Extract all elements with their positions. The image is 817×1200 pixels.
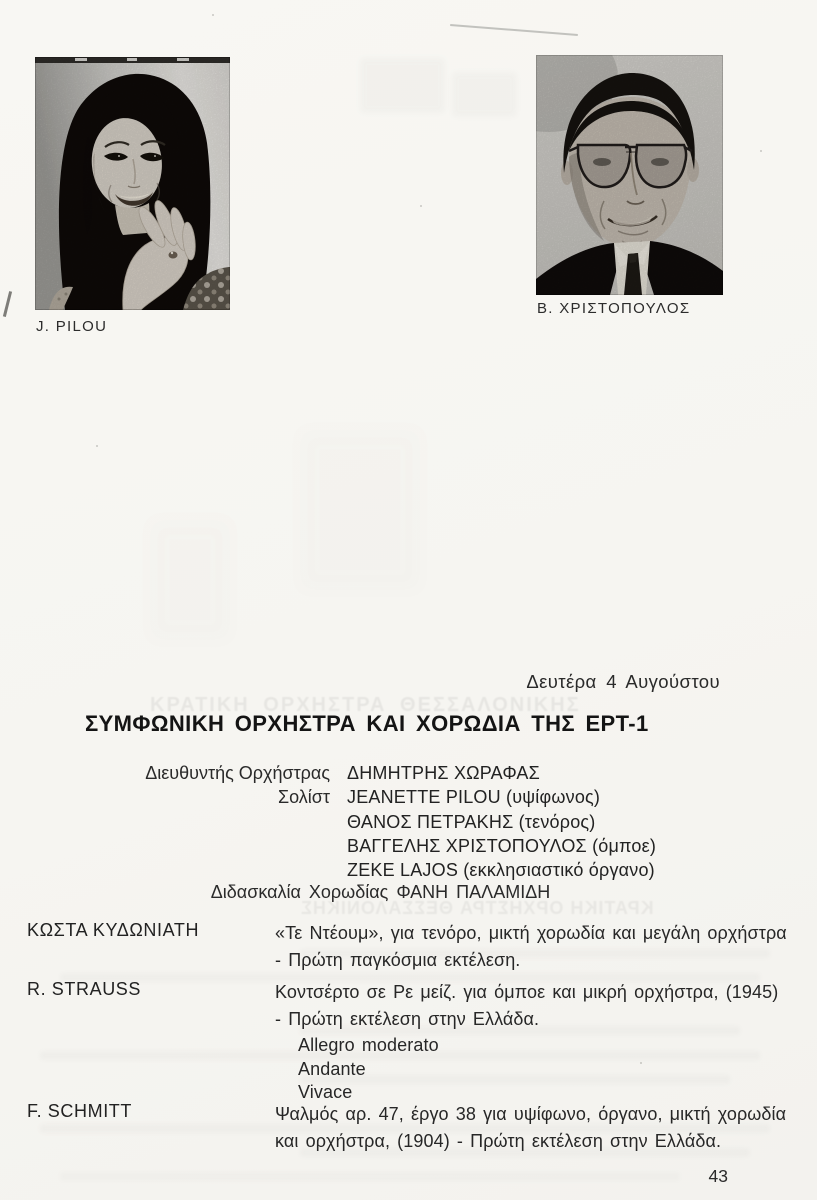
- program-description-text: Κοντσέρτο σε Ρε μείζ. για όμποε και μικρή ορχήστρα, (1945) - Πρώτη εκτέλεση στην Ελλάδα.: [275, 982, 779, 1029]
- credit-row: [0, 785, 817, 809]
- portrait-man-glasses-illustration: [536, 55, 723, 295]
- credit-value: ZEKE LAJOS (εκκλησιαστικό όργανο): [347, 860, 655, 881]
- photo-christopoulos: [536, 55, 723, 295]
- credit-label: Σολίστ: [277, 787, 330, 808]
- movement-list: [275, 1034, 790, 1105]
- program-composer: R. STRAUSS: [27, 979, 142, 999]
- bleedthrough-line: [60, 1172, 680, 1181]
- credit-value: ΒΑΓΓΕΛΗΣ ΧΡΙΣΤΟΠΟΥΛΟΣ (όμποε): [347, 835, 657, 856]
- scan-mark-artifact: [3, 291, 12, 317]
- credit-row: [0, 761, 817, 785]
- program-composer: ΚΩΣΤΑ ΚΥΔΩΝΙΑΤΗ: [27, 920, 200, 940]
- movement: Andante: [298, 1058, 366, 1079]
- movement: Vivace: [298, 1082, 353, 1102]
- credit-value: ΔΗΜΗΤΡΗΣ ΧΩΡΑΦΑΣ: [347, 763, 540, 783]
- concert-date: Δευτέρα 4 Αυγούστου: [526, 671, 720, 692]
- program-description: [275, 1101, 790, 1155]
- credit-row: [0, 858, 817, 882]
- movement: Allegro moderato: [298, 1035, 439, 1055]
- scan-line-artifact: [450, 24, 578, 36]
- bleedthrough-smudge: [360, 58, 445, 113]
- bleedthrough-title-mirrored: ΚΡΑΤΙΚΗ ΟΡΧΗΣΤΡΑ ΘΕΣΣΑΛΟΝΙΚΗΣ: [300, 898, 654, 918]
- credit-label: [0, 834, 330, 858]
- program-description-text: «Τε Ντέουμ», για τενόρο, μικτή χορωδία και μεγάλη ορχήστρα - Πρώτη παγκόσμια εκτέλεση.: [275, 923, 787, 970]
- chorus-master-line: Διδασκαλία Χορωδίας ΦΑΝΗ ΠΑΛΑΜΙΔΗ: [210, 882, 551, 902]
- credit-label: [0, 810, 330, 834]
- program-description: [275, 979, 790, 1105]
- bleedthrough-smudge: [150, 520, 230, 640]
- credit-value: ΘΑΝΟΣ ΠΕΤΡΑΚΗΣ (τενόρος): [347, 811, 596, 832]
- credits-list: [0, 761, 817, 882]
- credit-row: [0, 810, 817, 834]
- program-description: [275, 920, 790, 974]
- page-title: ΣΥΜΦΩΝΙΚΗ ΟΡΧΗΣΤΡΑ ΚΑΙ ΧΟΡΩΔΙΑ ΤΗΣ ΕΡΤ-1: [85, 711, 649, 736]
- credit-value: JEANETTE PILOU (υψίφωνος): [347, 787, 601, 808]
- bleedthrough-title: ΚΡΑΤΙΚΗ ΟΡΧΗΣΤΡΑ ΘΕΣΣΑΛΟΝΙΚΗΣ: [150, 694, 581, 716]
- program-description-text: Ψαλμός αρ. 47, έργο 38 για υψίφωνο, όργανο, μικτή χορωδία και ορχήστρα, (1904) - Πρώτη εκτέλεση στην Ελλάδα.: [275, 1104, 787, 1151]
- photo-caption-left: J. PILOU: [36, 318, 108, 335]
- program-composer: F. SCHMITT: [27, 1101, 132, 1121]
- portrait-woman-illustration: [35, 57, 230, 310]
- photo-jeanette-pilou: [35, 57, 230, 310]
- credit-label: [0, 858, 330, 882]
- bleedthrough-smudge: [452, 72, 517, 117]
- photo-caption-right: Β. ΧΡΙΣΤΟΠΟΥΛΟΣ: [537, 300, 691, 317]
- credit-label: Διευθυντής Ορχήστρας: [145, 763, 330, 783]
- credit-row: [0, 834, 817, 858]
- page-number: 43: [708, 1166, 728, 1186]
- bleedthrough-smudge: [300, 430, 420, 590]
